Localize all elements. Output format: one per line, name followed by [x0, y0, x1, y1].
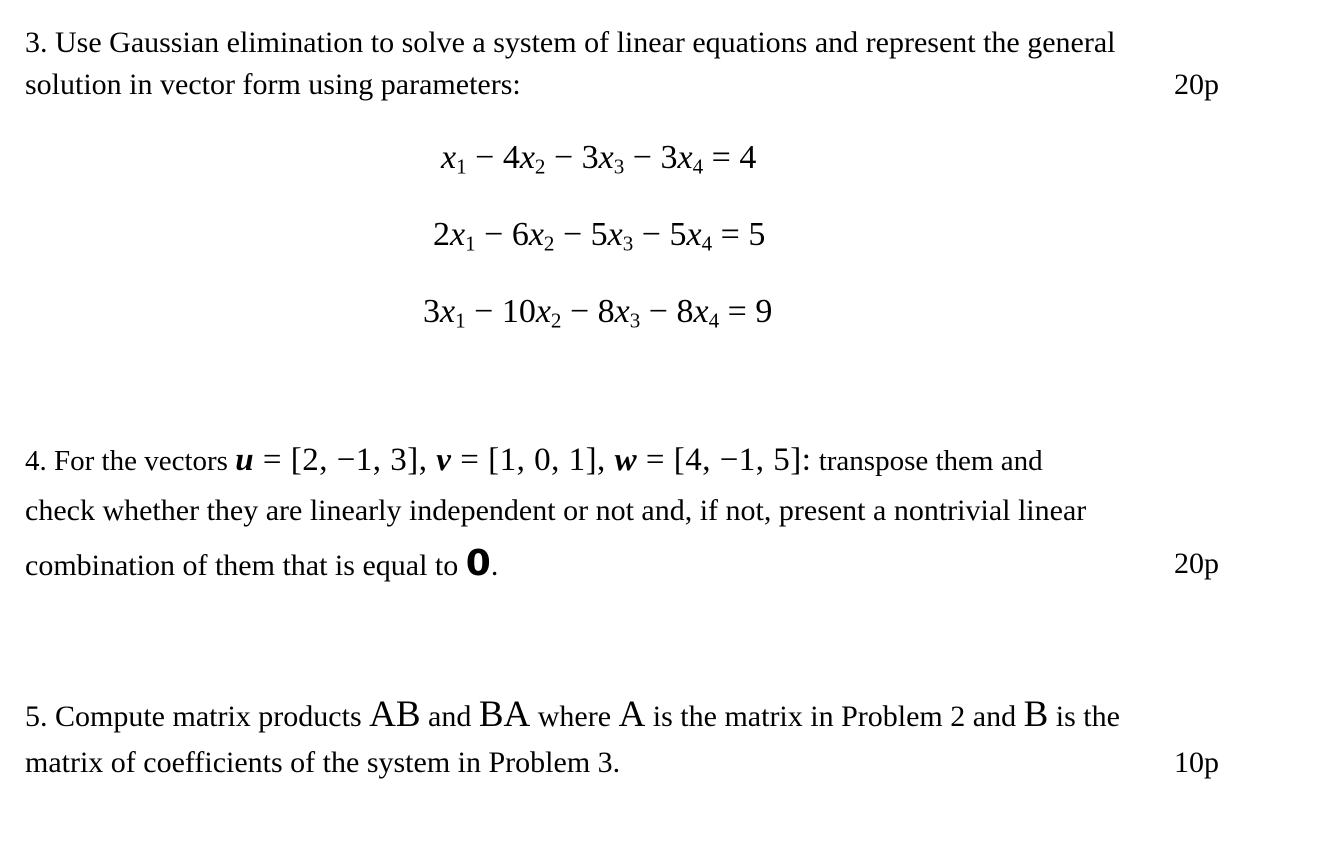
equation-2: $2x_1 - 6x_2 - 5x_3 - 5x_4 = 5$: [433, 216, 766, 256]
problem3-line2: solution in vector form using parameters:: [25, 68, 521, 101]
problem3-line1: 3. Use Gaussian elimination to solve a system of linear equations and represent the general: [25, 26, 1116, 59]
problem5-line1: 5. Compute matrix products AB and BA where A is the matrix in Problem 2 and B is the: [25, 694, 1120, 735]
problem3-points: 20p: [1174, 68, 1219, 101]
problem4-line3: combination of them that is equal to 0.: [25, 543, 499, 584]
problem4-line1: 4. For the vectors u = [2, −1, 3], v = [1, 0, 1], w = [4, −1, 5]: transpose them and: [25, 442, 1043, 478]
problem4-points: 20p: [1174, 547, 1219, 580]
equation-3: $3x_1 - 10x_2 - 8x_3 - 8x_4 = 9$: [423, 293, 773, 333]
problem5-line2: matrix of coefficients of the system in Problem 3.: [25, 746, 621, 779]
problem4-line2: check whether they are linearly independent or not and, if not, present a nontrivial linear: [25, 494, 1087, 527]
problem5-points: 10p: [1174, 746, 1219, 779]
equation-1: $x_1 - 4x_2 - 3x_3 - 3x_4 = 4$: [441, 139, 757, 179]
